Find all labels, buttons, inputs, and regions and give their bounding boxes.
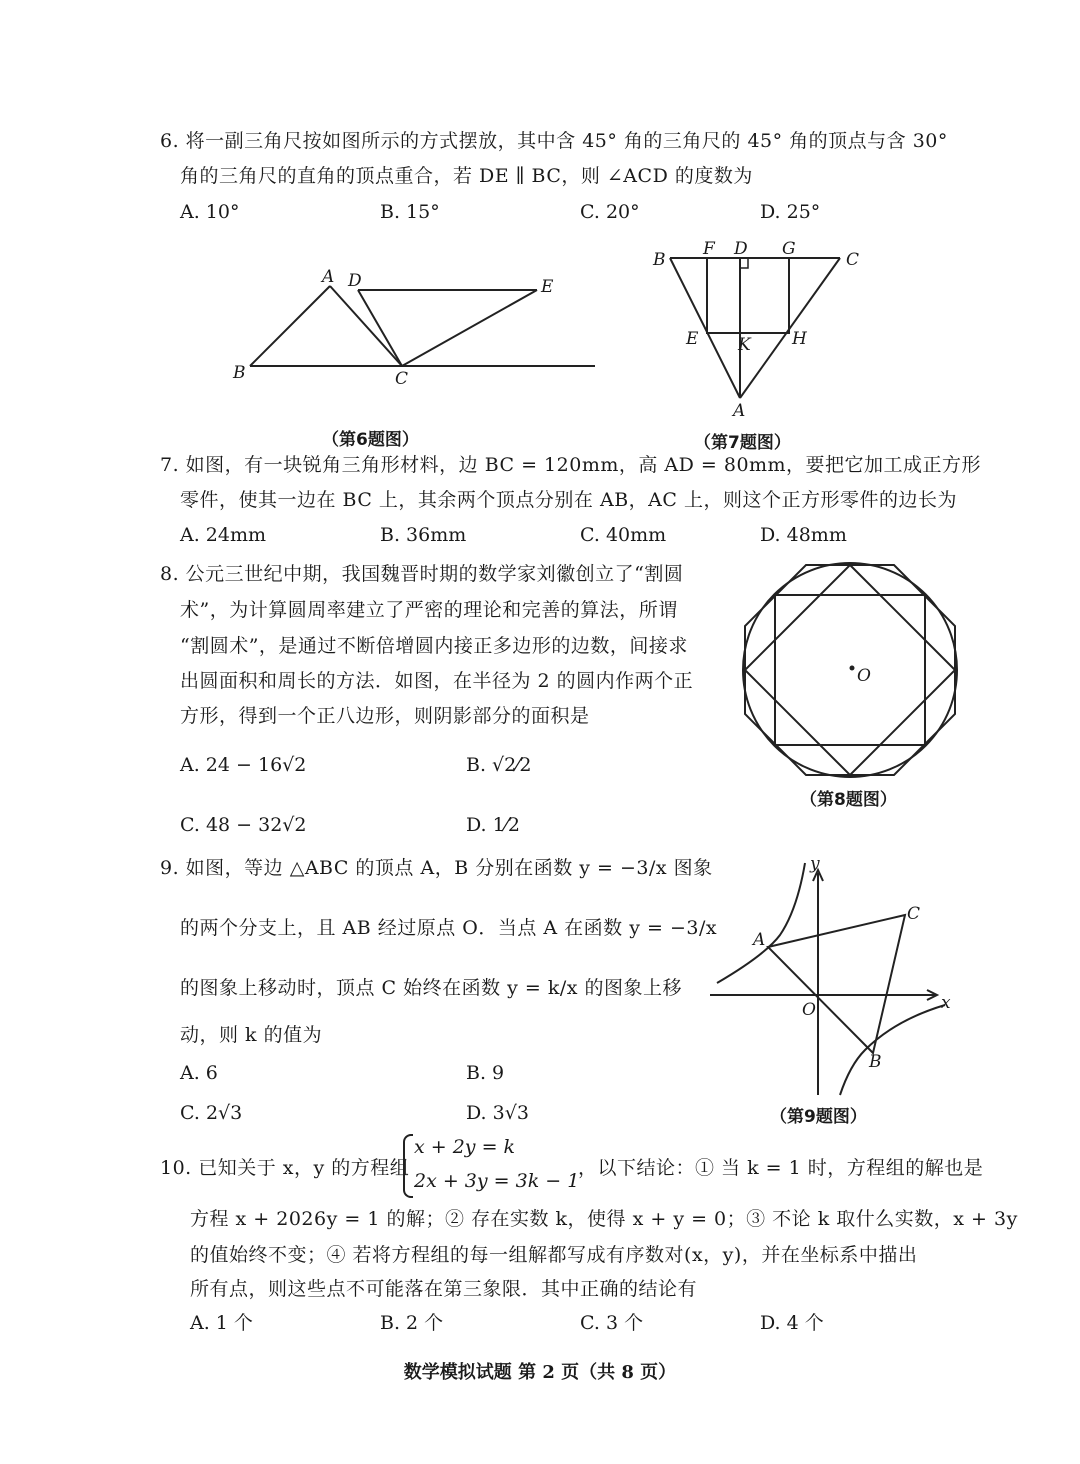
q10-text-line1b: ，以下结论：① 当 k = 1 时，方程组的解也是 [578, 1157, 984, 1179]
q8-option-b[interactable]: B. √2⁄2 [466, 754, 532, 776]
q9-curve-upper-left [717, 863, 805, 983]
q7-figure [645, 240, 875, 420]
q7-option-c[interactable]: C. 40mm [580, 524, 667, 546]
q7-label-h: H [792, 329, 807, 349]
q10-text-line3: 的值始终不变；④ 若将方程组的每一组解都写成有序数对(x，y)，并在坐标系中描出 [190, 1244, 918, 1266]
q7-label-c: C [846, 250, 860, 270]
q7-option-d[interactable]: D. 48mm [760, 524, 847, 546]
q8-text-line5: 方形，得到一个正八边形，则阴影部分的面积是 [180, 705, 590, 727]
q9-curve-lower-right [840, 1005, 945, 1095]
q6-option-c[interactable]: C. 20° [580, 201, 640, 223]
q9-text-line1: 9. 如图，等边 △ABC 的顶点 A，B 分别在函数 y = −3/x 图象 [160, 857, 713, 879]
q9-label-y: y [810, 855, 820, 874]
q6-option-d[interactable]: D. 25° [760, 201, 821, 223]
q7-label-a: A [733, 401, 746, 420]
q7-text-line1: 7. 如图，有一块锐角三角形材料，边 BC = 120mm，高 AD = 80mm，要把它加工成正方形 [160, 454, 982, 476]
q9-option-b[interactable]: B. 9 [466, 1062, 505, 1084]
q8-caption: （第8题图） [800, 790, 897, 810]
q10-equation-2: 2x + 3y = 3k − 1 [414, 1170, 580, 1192]
q6-caption: （第6题图） [322, 430, 419, 450]
q6-figure [225, 262, 615, 402]
q8-figure [735, 555, 965, 785]
q10-system-brace [403, 1134, 413, 1198]
q10-text-line4: 所有点，则这些点不可能落在第三象限．其中正确的结论有 [190, 1278, 698, 1300]
q6-text-line1: 6. 将一副三角尺按如图所示的方式摆放，其中含 45° 角的三角尺的 45° 角的顶点与含 30° [160, 130, 948, 152]
q10-option-d[interactable]: D. 4 个 [760, 1312, 824, 1334]
q7-label-f: F [703, 240, 715, 259]
q7-option-b[interactable]: B. 36mm [380, 524, 467, 546]
q9-text-line3: 的图象上移动时，顶点 C 始终在函数 y = k/x 的图象上移 [180, 977, 683, 999]
q7-square [707, 258, 789, 333]
q10-option-c[interactable]: C. 3 个 [580, 1312, 644, 1334]
q6-label-e: E [541, 277, 554, 297]
q10-option-b[interactable]: B. 2 个 [380, 1312, 444, 1334]
q9-label-o: O [802, 1000, 816, 1020]
q6-line-ec [402, 290, 537, 366]
q8-text-line4: 出圆面积和周长的方法．如图，在半径为 2 的圆内作两个正 [180, 670, 694, 692]
q9-label-c: C [907, 904, 921, 924]
q9-triangle-abc [768, 915, 905, 1053]
q6-line-ac [330, 286, 402, 366]
q10-text-line2: 方程 x + 2026y = 1 的解；② 存在实数 k，使得 x + y = 0；③ 不论 k 取什么实数，x + 3y [190, 1208, 1018, 1230]
q7-line-ba [670, 258, 740, 398]
q6-option-a[interactable]: A. 10° [180, 201, 240, 223]
q8-text-line3: “割圆术”，是通过不断倍增圆内接正多边形的边数，间接求 [180, 635, 688, 657]
q6-text-line2: 角的三角尺的直角的顶点重合，若 DE ∥ BC，则 ∠ACD 的度数为 [180, 165, 753, 187]
q10-equation-1: x + 2y = k [414, 1136, 516, 1158]
q8-center-dot [850, 666, 855, 671]
q8-text-line1: 8. 公元三世纪中期，我国魏晋时期的数学家刘徽创立了“割圆 [160, 563, 684, 585]
q9-figure [705, 855, 960, 1100]
q9-label-a: A [753, 930, 766, 950]
q8-octagon [745, 565, 955, 775]
q8-option-a[interactable]: A. 24 − 16√2 [180, 754, 307, 776]
q6-label-a: A [322, 267, 335, 287]
page-footer: 数学模拟试题 第 2 页（共 8 页） [403, 1362, 677, 1383]
q9-option-a[interactable]: A. 6 [180, 1062, 218, 1084]
q7-label-b: B [653, 250, 666, 270]
q7-label-e: E [686, 329, 699, 349]
q6-line-ba [250, 286, 330, 366]
q9-label-x: x [941, 993, 951, 1013]
q9-text-line2: 的两个分支上，且 AB 经过原点 O．当点 A 在函数 y = −3/x [180, 917, 718, 939]
q9-option-d[interactable]: D. 3√3 [466, 1102, 529, 1124]
q9-label-b: B [869, 1052, 882, 1072]
q6-label-c: C [395, 369, 409, 389]
q7-text-line2: 零件，使其一边在 BC 上，其余两个顶点分别在 AB，AC 上，则这个正方形零件的边长为 [180, 489, 957, 511]
q9-text-line4: 动，则 k 的值为 [180, 1024, 323, 1046]
q7-right-angle-mark [740, 258, 748, 268]
q8-option-d[interactable]: D. 1⁄2 [466, 814, 520, 836]
q6-label-b: B [233, 363, 246, 383]
q10-text-line1a: 10. 已知关于 x，y 的方程组 [160, 1157, 410, 1179]
q7-label-g: G [782, 240, 796, 259]
q6-line-dc [358, 290, 402, 366]
q7-caption: （第7题图） [694, 433, 791, 453]
q7-label-k: K [738, 335, 751, 355]
q10-option-a[interactable]: A. 1 个 [190, 1312, 253, 1334]
q9-option-c[interactable]: C. 2√3 [180, 1102, 243, 1124]
q6-label-d: D [348, 271, 362, 291]
q6-option-b[interactable]: B. 15° [380, 201, 440, 223]
q8-label-o: O [857, 666, 871, 686]
q8-option-c[interactable]: C. 48 − 32√2 [180, 814, 307, 836]
q8-text-line2: 术”，为计算圆周率建立了严密的理论和完善的算法，所谓 [180, 599, 678, 621]
q7-label-d: D [734, 240, 748, 259]
q7-option-a[interactable]: A. 24mm [180, 524, 267, 546]
q9-caption: （第9题图） [770, 1107, 867, 1127]
